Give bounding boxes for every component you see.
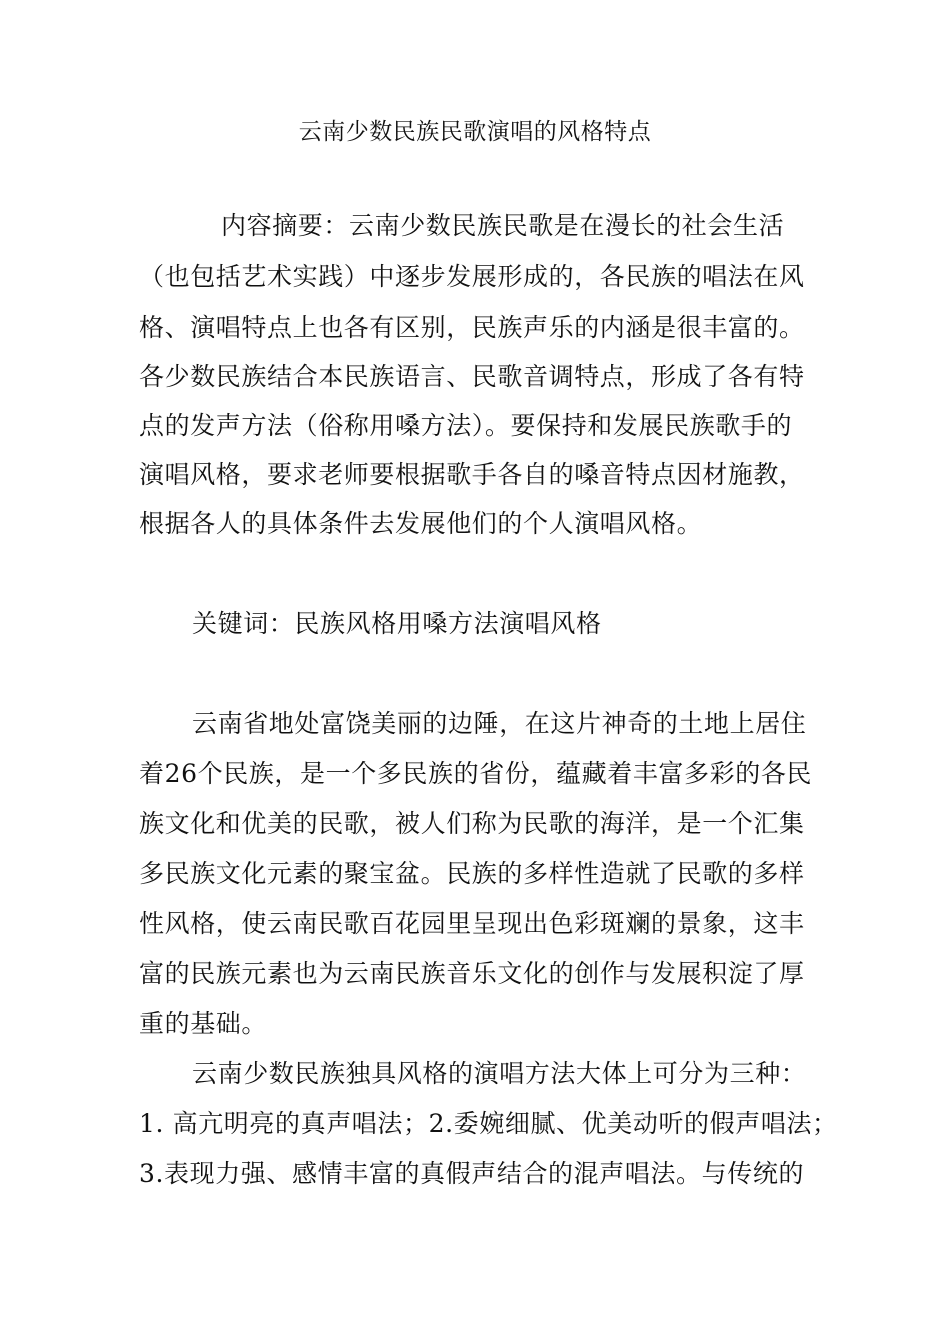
abstract-line: 各少数民族结合本民族语言、民歌音调特点，形成了各有特 (139, 362, 805, 391)
abstract-line: 内容摘要：云南少数民族民歌是在漫长的社会生活 (221, 211, 785, 240)
abstract-line: 格、演唱特点上也各有区别，民族声乐的内涵是很丰富的。 (139, 313, 805, 342)
abstract-line: （也包括艺术实践）中逐步发展形成的，各民族的唱法在风 (139, 262, 805, 291)
body-line: 性风格，使云南民歌百花园里呈现出色彩斑斓的景象，这丰 (139, 909, 805, 938)
body-line: 3.表现力强、感情丰富的真假声结合的混声唱法。与传统的 (139, 1159, 805, 1188)
body-line: 1. 高亢明亮的真声唱法；2.委婉细腻、优美动听的假声唱法； (139, 1109, 838, 1138)
keywords-line: 关键词：民族风格用嗓方法演唱风格 (192, 609, 602, 638)
body-line: 云南省地处富饶美丽的边陲，在这片神奇的土地上居住 (192, 709, 807, 738)
abstract-line: 演唱风格，要求老师要根据歌手各自的嗓音特点因材施教， (139, 460, 805, 489)
body-line: 富的民族元素也为云南民族音乐文化的创作与发展积淀了厚 (139, 959, 805, 988)
abstract-line: 根据各人的具体条件去发展他们的个人演唱风格。 (139, 509, 703, 538)
abstract-line: 点的发声方法（俗称用嗓方法）。要保持和发展民族歌手的 (139, 411, 793, 440)
body-line: 多民族文化元素的聚宝盆。民族的多样性造就了民歌的多样 (139, 859, 805, 888)
body-line: 着26个民族，是一个多民族的省份，蕴藏着丰富多彩的各民 (139, 759, 813, 788)
body-line: 重的基础。 (139, 1009, 268, 1038)
body-line: 云南少数民族独具风格的演唱方法大体上可分为三种： (192, 1059, 807, 1088)
document-title: 云南少数民族民歌演唱的风格特点 (298, 119, 652, 145)
body-line: 族文化和优美的民歌，被人们称为民歌的海洋，是一个汇集 (139, 809, 805, 838)
